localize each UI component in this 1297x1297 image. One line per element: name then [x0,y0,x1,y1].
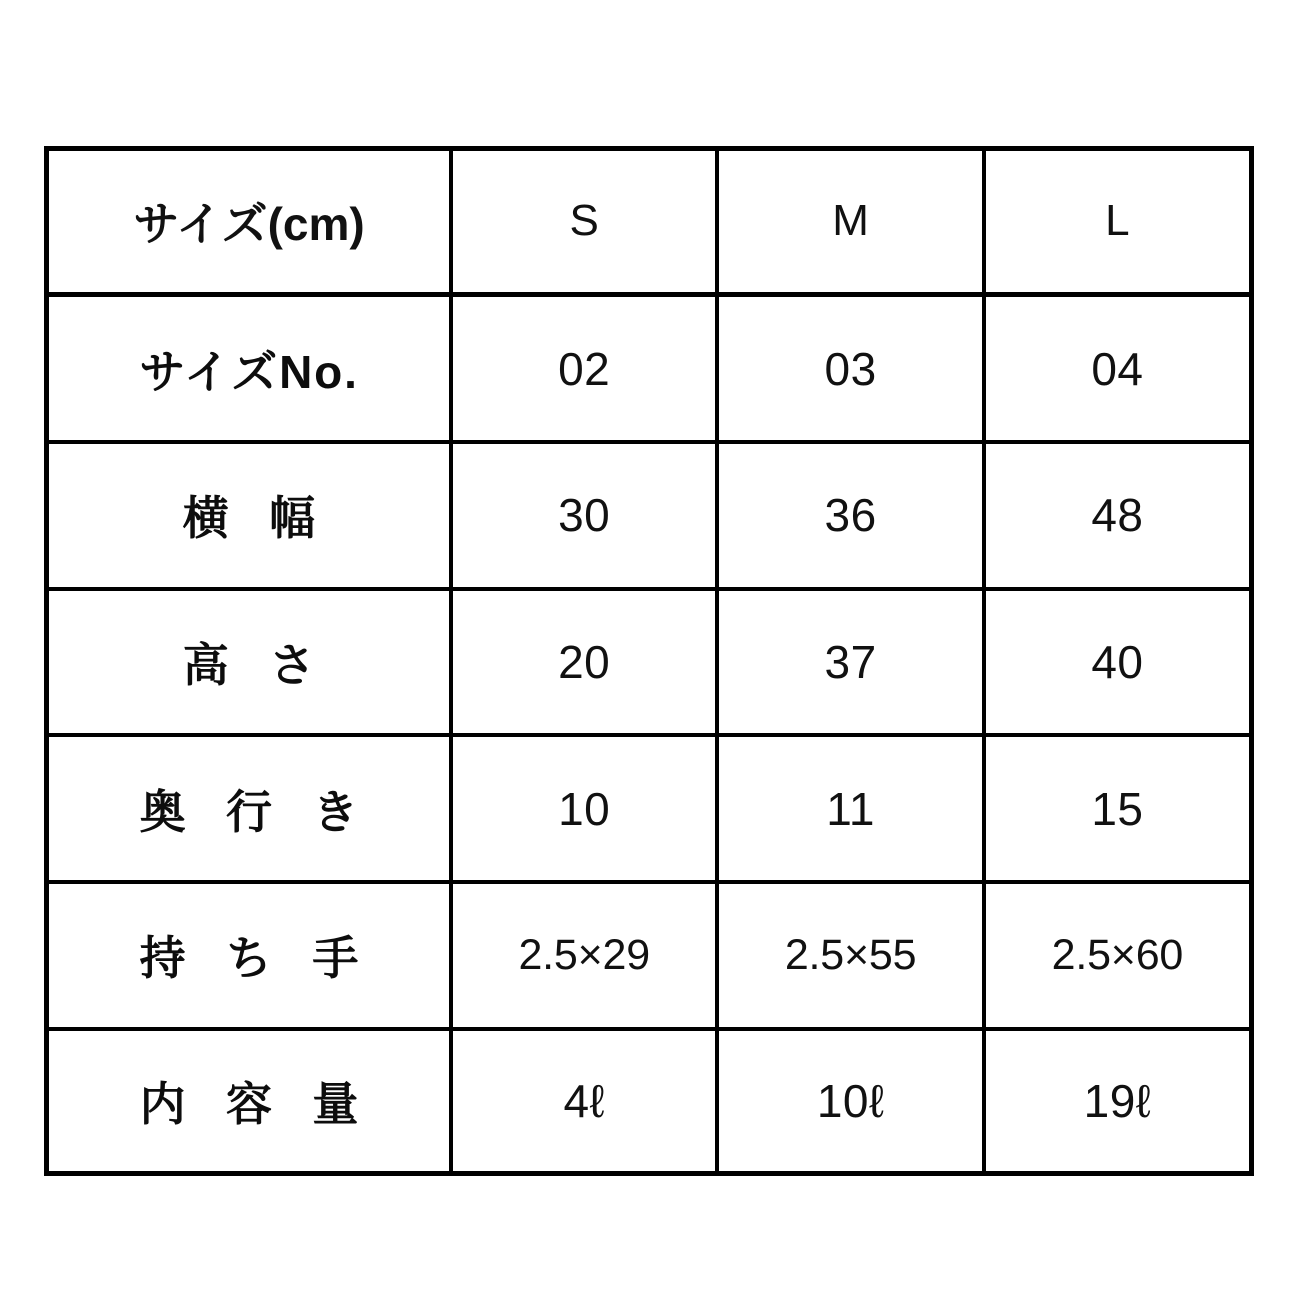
table-row [49,589,1249,736]
value-depth-m: 11 [826,782,875,835]
row-value-cell-s [451,735,717,882]
value-handle-m: 2.5×55 [784,931,917,980]
table-header-cell-s [451,151,717,294]
table-header-cell-label [49,151,451,294]
row-value-cell-s [451,442,717,589]
header-column-s: S [569,196,599,246]
row-label-cell [49,735,451,882]
value-depth-s: 10 [558,782,611,835]
row-value-cell-m [717,1029,983,1171]
value-height-m: 37 [824,636,877,689]
row-value-cell-s [451,882,717,1029]
value-height-l: 40 [1091,636,1144,689]
size-chart-table [49,151,1249,1171]
value-handle-s: 2.5×29 [518,931,650,980]
header-column-m: M [832,196,869,246]
row-label-width: 横 幅 [182,492,329,545]
row-value-cell-l [984,882,1249,1029]
row-value-cell-l [984,735,1249,882]
value-size-no-l: 04 [1091,342,1144,395]
table-row [49,294,1249,442]
header-column-l: L [1105,196,1130,246]
row-value-cell-l [984,294,1249,442]
row-label-cell [49,294,451,442]
table-row [49,735,1249,882]
value-height-s: 20 [558,636,611,689]
row-label-height: 高 さ [182,639,329,692]
row-label-capacity: 内 容 量 [139,1077,373,1130]
row-value-cell-l [984,1029,1249,1171]
row-label-depth: 奥 行 き [139,785,373,838]
row-value-cell-l [984,442,1249,589]
row-value-cell-m [717,735,983,882]
size-chart-table-container [44,146,1254,1176]
row-label-cell [49,442,451,589]
value-size-no-s: 02 [558,342,611,395]
row-value-cell-s [451,589,717,736]
value-capacity-l: 19ℓ [1083,1074,1152,1127]
table-header-row [49,151,1249,294]
value-capacity-m: 10ℓ [816,1074,885,1127]
value-width-s: 30 [558,489,611,542]
row-label-cell [49,1029,451,1171]
row-label-cell [49,882,451,1029]
row-value-cell-m [717,294,983,442]
value-depth-l: 15 [1091,782,1144,835]
value-handle-l: 2.5×60 [1051,931,1184,980]
row-value-cell-m [717,442,983,589]
header-label-text: サイズ(cm) [133,198,365,251]
row-value-cell-s [451,1029,717,1171]
table-header-cell-m [717,151,983,294]
row-label-size-no: サイズNo. [139,345,359,398]
table-row [49,442,1249,589]
table-header-cell-l [984,151,1249,294]
row-value-cell-m [717,589,983,736]
row-label-cell [49,589,451,736]
table-row [49,882,1249,1029]
row-value-cell-l [984,589,1249,736]
table-row [49,1029,1249,1171]
row-value-cell-m [717,882,983,1029]
value-width-l: 48 [1091,489,1144,542]
value-size-no-m: 03 [824,342,877,395]
row-label-handle: 持 ち 手 [139,932,373,985]
value-capacity-s: 4ℓ [563,1074,605,1127]
value-width-m: 36 [824,489,877,542]
row-value-cell-s [451,294,717,442]
